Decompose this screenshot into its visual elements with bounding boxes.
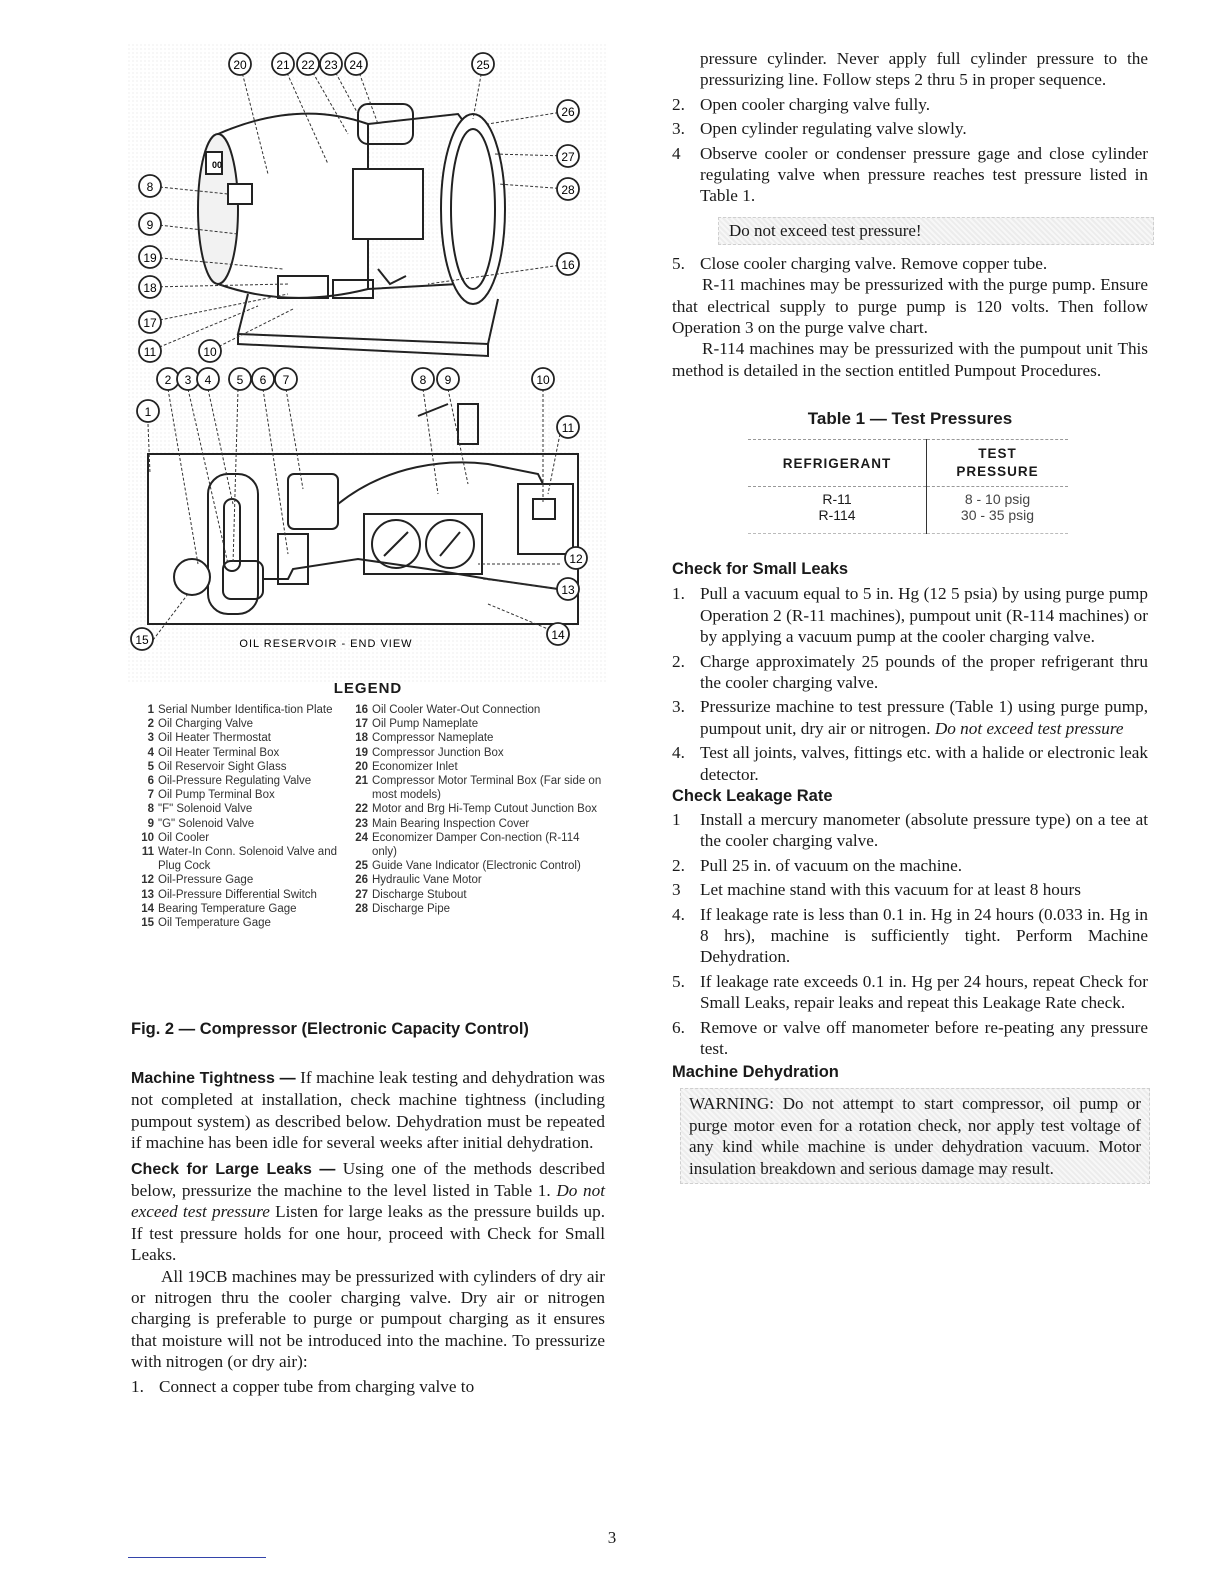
leakage-rate-step: 3 Let machine stand with this vacuum for at least 8 hours <box>672 880 1081 900</box>
callout-22 <box>297 53 319 75</box>
legend-item: 4 Oil Heater Terminal Box <box>147 746 280 759</box>
legend-item: 19 Compressor Junction Box <box>355 746 504 759</box>
legend-item: 22 Motor and Brg Hi-Temp Cutout Junction Box <box>355 803 597 816</box>
table-title: Table 1 — Test Pressures <box>807 409 1013 429</box>
svg-text:12: 12 <box>569 552 583 566</box>
r114-paragraph: R-114 machines may be pressurized with the pumpout unit This method is detailed in the section entitled Pumpout Procedures. <box>672 339 1148 380</box>
callout-26 <box>557 100 579 122</box>
legend-item: 13 Oil-Pressure Differential Switch <box>141 888 317 901</box>
callout-23 <box>320 53 342 75</box>
callout-6 <box>252 368 274 390</box>
small-leaks-step: 3. Pressurize machine to test pressure (Table 1) using purge pump, pumpout unit, dry air or nitrogen. Do not exceed test pressure <box>672 697 1148 738</box>
legend-item: 20 Economizer Inlet <box>355 760 458 773</box>
callout-8-lower <box>412 368 434 390</box>
legend-item: 9 "G" Solenoid Valve <box>147 817 255 830</box>
svg-text:20: 20 <box>233 58 247 72</box>
legend-item: 11 Water-In Conn. Solenoid Valve and Plug Cock <box>141 846 337 873</box>
callout-28 <box>557 178 579 200</box>
warning-box: WARNING: Do not attempt to start compressor, oil pump or purge motor even for a rotation check, nor apply test voltage of any kind while machine is under dehydration vacuum. Motor insulation breakdown and serious damage may result. <box>680 1088 1150 1184</box>
continued-step-1: pressure cylinder. Never apply full cylinder pressure to the pressurizing line. Follow steps 2 thru 5 in proper sequence. <box>700 49 1148 90</box>
legend-title: LEGEND <box>333 680 403 697</box>
r11-paragraph: R-11 machines may be pressurized with the purge pump. Ensure that electrical supply to purge pump is 120 volts. Then follow Operation 3 on the purge valve chart. <box>672 275 1148 338</box>
svg-text:9: 9 <box>444 373 452 387</box>
callout-20 <box>229 53 251 75</box>
svg-text:18: 18 <box>143 281 157 295</box>
svg-text:24: 24 <box>349 58 363 72</box>
svg-text:6: 6 <box>259 373 267 387</box>
step-2: 2. Open cooler charging valve fully. <box>672 94 931 114</box>
compressor-figure <box>128 44 608 684</box>
caution-box: Do not exceed test pressure! <box>718 217 1154 245</box>
small-leaks-step: 1. Pull a vacuum equal to 5 in. Hg (12 5 psia) by using purge pump Operation 2 (R-11 machines), pumpout unit (R-114 machines) or by applying a vacuum pump at the cooler charging valve. <box>672 584 1148 647</box>
legend-item: 26 Hydraulic Vane Motor <box>355 874 482 887</box>
leakage-rate-heading: Check Leakage Rate <box>672 786 833 805</box>
dehydration-heading: Machine Dehydration <box>672 1063 839 1082</box>
legend-item: 8 "F" Solenoid Valve <box>147 803 253 816</box>
legend-item: 15 Oil Temperature Gage <box>141 917 271 930</box>
machine-tightness-paragraph: Machine Tightness — If machine leak testing and dehydration was not completed at installation, check machine tightness (including pumpout system) as described below. Dehydration must be repeated if machine has been idle for several weeks after initial dehydration. <box>131 1068 605 1153</box>
legend-item: 21 Compressor Motor Terminal Box (Far side on most models) <box>355 775 602 802</box>
leakage-rate-step: 6. Remove or valve off manometer before re-peating any pressure test. <box>672 1017 1148 1058</box>
svg-text:5: 5 <box>236 373 244 387</box>
svg-text:19: 19 <box>143 251 157 265</box>
legend-item: 17 Oil Pump Nameplate <box>355 718 479 731</box>
legend-item: 5 Oil Reservoir Sight Glass <box>147 760 287 773</box>
right-column-text <box>672 48 1148 1184</box>
leakage-rate-step: 1 Install a mercury manometer (absolute pressure type) on a tee at the cooler charging valve. <box>672 809 1148 851</box>
callout-17 <box>139 311 161 333</box>
legend-item: 16 Oil Cooler Water-Out Connection <box>355 704 541 716</box>
callout-18 <box>139 276 161 298</box>
all-19cb-paragraph: All 19CB machines may be pressurized with cylinders of dry air or nitrogen thru the cooler charging valve. Dry air or nitrogen charging is preferable to purge or pumpout charging as it ensures that moisture will not be introduced into the machine. To pressurize with nitrogen (or dry air): <box>131 1266 605 1372</box>
svg-text:10: 10 <box>203 345 217 359</box>
callout-12 <box>565 547 587 569</box>
callout-5 <box>229 368 251 390</box>
legend-item: 23 Main Bearing Inspection Cover <box>355 817 530 830</box>
table-row: R-11 8 - 10 psig <box>748 487 1068 508</box>
legend-item: 14 Bearing Temperature Gage <box>141 902 297 915</box>
svg-text:1: 1 <box>144 405 152 419</box>
view-label: OIL RESERVOIR - END VIEW <box>239 638 413 650</box>
callout-11-lower <box>557 416 579 438</box>
callout-13 <box>557 578 579 600</box>
callout-3 <box>177 368 199 390</box>
callout-2 <box>157 368 179 390</box>
legend-item: 6 Oil-Pressure Regulating Valve <box>147 775 312 788</box>
svg-text:27: 27 <box>561 150 575 164</box>
step-5: 5. Close cooler charging valve. Remove copper tube. <box>672 253 1048 273</box>
large-leaks-paragraph: Check for Large Leaks — Using one of the methods described below, pressurize the machine to the level listed in Table 1. Do not exceed test pressure Listen for large leaks as the pressure builds up. If test pressure holds for one hour, proceed with Check for Small Leaks. <box>131 1158 606 1265</box>
callout-16 <box>557 253 579 275</box>
callout-15 <box>131 628 153 650</box>
col-refrigerant-header: REFRIGERANT <box>748 440 927 487</box>
svg-text:21: 21 <box>276 58 290 72</box>
svg-text:15: 15 <box>135 633 149 647</box>
left-column-text <box>131 1067 605 1397</box>
callout-25 <box>472 53 494 75</box>
callout-7 <box>275 368 297 390</box>
identification-tag: 00 <box>211 160 223 170</box>
callout-24 <box>345 53 367 75</box>
step-1: 1. Connect a copper tube from charging valve to <box>131 1376 475 1396</box>
callout-14 <box>547 623 569 645</box>
small-leaks-heading: Check for Small Leaks <box>672 560 849 579</box>
legend-item: 3 Oil Heater Thermostat <box>147 732 271 745</box>
table-header-row <box>748 440 1068 487</box>
svg-text:9: 9 <box>146 218 154 232</box>
leakage-rate-step: 2. Pull 25 in. of vacuum on the machine. <box>672 855 963 875</box>
svg-text:8: 8 <box>146 180 154 194</box>
col-test-pressure-header: TEST PRESSURE <box>927 440 1069 487</box>
legend-item: 24 Economizer Damper Con-nection (R-114 only) <box>355 831 580 859</box>
svg-text:25: 25 <box>476 58 490 72</box>
machine-tightness-heading: Machine Tightness — <box>131 1070 296 1087</box>
legend-item: 7 Oil Pump Terminal Box <box>147 789 275 802</box>
step-4: 4 Observe cooler or condenser pressure gage and close cylinder regulating valve when pressure reaches test pressure listed in Table 1. <box>672 143 1148 206</box>
svg-text:3: 3 <box>184 373 192 387</box>
svg-text:22: 22 <box>301 58 315 72</box>
callout-27 <box>557 145 579 167</box>
leakage-rate-step: 5. If leakage rate exceeds 0.1 in. Hg per 24 hours, repeat Check for Small Leaks, repair leaks and repeat this Leakage Rate check. <box>672 971 1148 1013</box>
svg-text:8: 8 <box>419 373 427 387</box>
callout-8-upper <box>139 175 161 197</box>
callout-21 <box>272 53 294 75</box>
legend-item: 25 Guide Vane Indicator (Electronic Control) <box>355 860 581 873</box>
callout-9-lower <box>437 368 459 390</box>
legend-item: 2 Oil Charging Valve <box>147 718 254 731</box>
page-number: 3 <box>607 1528 617 1547</box>
svg-text:23: 23 <box>324 58 338 72</box>
legend-item: 28 Discharge Pipe <box>355 902 450 915</box>
svg-text:26: 26 <box>561 105 575 119</box>
callout-11-upper <box>139 340 161 362</box>
legend-right-column <box>348 703 606 916</box>
legend-item: 27 Discharge Stubout <box>355 888 467 901</box>
callout-10-upper <box>199 340 221 362</box>
svg-text:13: 13 <box>561 583 575 597</box>
legend-item: 1 Serial Number Identifica-tion Plate <box>147 704 333 716</box>
small-leaks-step: 4. Test all joints, valves, fittings etc. with a halide or electronic leak detector. <box>672 743 1148 784</box>
svg-text:14: 14 <box>551 628 565 642</box>
footer-rule <box>128 1557 266 1558</box>
legend-item: 10 Oil Cooler <box>141 831 210 844</box>
figure-caption: Fig. 2 — Compressor (Electronic Capacity Control) <box>131 1020 529 1038</box>
svg-text:7: 7 <box>282 373 290 387</box>
svg-text:2: 2 <box>164 373 172 387</box>
compressor-illustration <box>128 44 608 684</box>
table-row: R-114 30 - 35 psig <box>748 507 1068 534</box>
large-leaks-heading: Check for Large Leaks — <box>131 1160 336 1178</box>
leakage-rate-step: 4. If leakage rate is less than 0.1 in. Hg in 24 hours (0.033 in. Hg in 8 hrs), machine is sufficiently tight. Perform Machine Dehydration. <box>672 904 1148 967</box>
callout-1 <box>137 400 159 422</box>
small-leaks-step: 2. Charge approximately 25 pounds of the proper refrigerant thru the cooler charging valve. <box>672 651 1148 692</box>
svg-text:11: 11 <box>143 345 157 359</box>
svg-text:4: 4 <box>204 373 212 387</box>
svg-text:11: 11 <box>561 421 575 435</box>
step-3: 3. Open cylinder regulating valve slowly. <box>672 119 967 139</box>
svg-text:10: 10 <box>536 373 550 387</box>
test-pressures-table <box>748 439 1068 534</box>
callout-4 <box>197 368 219 390</box>
callout-10-lower <box>532 368 554 390</box>
legend-item: 18 Compressor Nameplate <box>355 732 494 745</box>
legend-left-column <box>134 703 346 930</box>
legend-item: 12 Oil-Pressure Gage <box>141 874 254 887</box>
callout-9-upper <box>139 213 161 235</box>
svg-text:17: 17 <box>143 316 157 330</box>
callout-19 <box>139 246 161 268</box>
svg-text:16: 16 <box>561 258 575 272</box>
svg-text:28: 28 <box>561 183 575 197</box>
